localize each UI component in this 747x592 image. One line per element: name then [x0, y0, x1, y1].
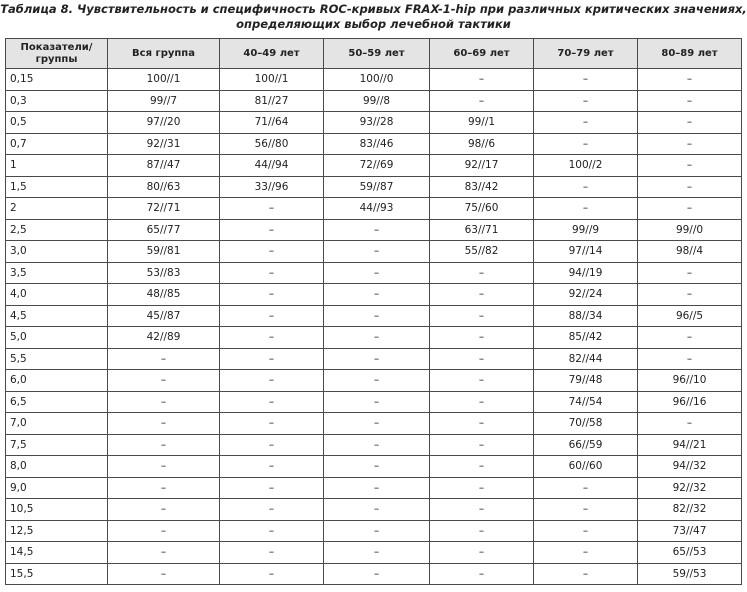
table-row [6, 434, 742, 456]
table-cell: – [108, 520, 220, 542]
table-cell: – [220, 520, 324, 542]
table-cell: 100//1 [220, 69, 324, 91]
table-cell: 80//63 [108, 176, 220, 198]
table-cell: – [430, 305, 534, 327]
table-row [6, 198, 742, 220]
table-cell: – [638, 90, 742, 112]
table-cell: 96//10 [638, 370, 742, 392]
table-cell: – [534, 542, 638, 564]
table-cell: – [534, 499, 638, 521]
table-cell: 65//77 [108, 219, 220, 241]
table-cell: – [324, 456, 430, 478]
table-cell: 59//81 [108, 241, 220, 263]
table-cell: – [430, 348, 534, 370]
table-cell: – [324, 520, 430, 542]
column-header: Вся группа [108, 39, 220, 69]
table-cell: – [108, 477, 220, 499]
table-cell: 81//27 [220, 90, 324, 112]
table-cell: 97//14 [534, 241, 638, 263]
table-cell: 45//87 [108, 305, 220, 327]
table-cell: – [324, 284, 430, 306]
row-label-cell: 7,5 [6, 434, 108, 456]
row-label-cell: 3,0 [6, 241, 108, 263]
row-label-cell: 1,5 [6, 176, 108, 198]
table-cell: 96//16 [638, 391, 742, 413]
table-cell: – [430, 413, 534, 435]
table-cell: 87//47 [108, 155, 220, 177]
table-cell: – [638, 348, 742, 370]
column-header: 40–49 лет [220, 39, 324, 69]
table-row [6, 542, 742, 564]
table-cell: 99//7 [108, 90, 220, 112]
table-row [6, 284, 742, 306]
table-cell: – [324, 219, 430, 241]
table-cell: 33//96 [220, 176, 324, 198]
row-label-cell: 2 [6, 198, 108, 220]
table-row [6, 219, 742, 241]
table-cell: 92//17 [430, 155, 534, 177]
row-label-cell: 15,5 [6, 563, 108, 585]
table-cell: – [430, 542, 534, 564]
table-cell: 44//94 [220, 155, 324, 177]
table-cell: – [108, 499, 220, 521]
table-cell: – [534, 133, 638, 155]
table-cell: 65//53 [638, 542, 742, 564]
table-row [6, 456, 742, 478]
table-cell: – [534, 198, 638, 220]
table-cell: – [430, 69, 534, 91]
row-label-cell: 4,5 [6, 305, 108, 327]
row-label-cell: 10,5 [6, 499, 108, 521]
table-cell: 94//32 [638, 456, 742, 478]
row-label-cell: 9,0 [6, 477, 108, 499]
table-cell: – [430, 477, 534, 499]
table-cell: 44//93 [324, 198, 430, 220]
table-cell: 85//42 [534, 327, 638, 349]
table-cell: – [638, 69, 742, 91]
caption-line-1: Таблица 8. Чувствительность и специфичность ROC-кривых FRAX-1-hip при различных критических значениях, [0, 2, 747, 16]
table-cell: 42//89 [108, 327, 220, 349]
table-row [6, 241, 742, 263]
table-cell: – [324, 542, 430, 564]
table-cell: – [638, 155, 742, 177]
table-cell: 82//32 [638, 499, 742, 521]
table-cell: – [430, 456, 534, 478]
table-cell: – [220, 198, 324, 220]
row-label-cell: 14,5 [6, 542, 108, 564]
table-cell: – [430, 434, 534, 456]
table-row [6, 176, 742, 198]
table-cell: – [220, 348, 324, 370]
table-cell: – [220, 241, 324, 263]
table-cell: – [220, 391, 324, 413]
table-row [6, 133, 742, 155]
table-header-row [6, 39, 742, 69]
table-cell: – [220, 477, 324, 499]
table-cell: – [324, 434, 430, 456]
table-cell: 96//5 [638, 305, 742, 327]
column-header: 80–89 лет [638, 39, 742, 69]
table-cell: – [108, 563, 220, 585]
table-cell: – [220, 542, 324, 564]
table-cell: – [430, 262, 534, 284]
row-label-cell: 0,3 [6, 90, 108, 112]
table-cell: – [534, 112, 638, 134]
table-cell: – [638, 262, 742, 284]
table-cell: 99//0 [638, 219, 742, 241]
table-cell: – [108, 434, 220, 456]
table-cell: – [430, 327, 534, 349]
table-cell: – [108, 542, 220, 564]
table-cell: – [638, 176, 742, 198]
table-cell: 66//59 [534, 434, 638, 456]
table-cell: 73//47 [638, 520, 742, 542]
sensitivity-specificity-table [5, 38, 742, 585]
table-cell: – [430, 370, 534, 392]
table-cell: 83//46 [324, 133, 430, 155]
column-header: 50–59 лет [324, 39, 430, 69]
table-cell: – [324, 391, 430, 413]
table-cell: – [638, 413, 742, 435]
table-body [6, 69, 742, 585]
table-cell: 100//1 [108, 69, 220, 91]
table-cell: – [108, 456, 220, 478]
table-cell: – [534, 520, 638, 542]
table-row [6, 348, 742, 370]
table-cell: 98//4 [638, 241, 742, 263]
table-cell: 99//1 [430, 112, 534, 134]
table-cell: – [220, 370, 324, 392]
table-cell: – [220, 219, 324, 241]
table-cell: 94//19 [534, 262, 638, 284]
table-cell: – [324, 305, 430, 327]
table-caption [0, 2, 747, 32]
table-row [6, 327, 742, 349]
table-cell: 56//80 [220, 133, 324, 155]
table-cell: – [108, 348, 220, 370]
table-cell: 88//34 [534, 305, 638, 327]
column-header: Показатели/ группы [6, 39, 108, 69]
table-row [6, 391, 742, 413]
table-cell: – [324, 327, 430, 349]
table-row [6, 69, 742, 91]
table-cell: – [220, 284, 324, 306]
table-row [6, 477, 742, 499]
table-cell: – [638, 198, 742, 220]
table-cell: 55//82 [430, 241, 534, 263]
row-label-cell: 0,7 [6, 133, 108, 155]
table-cell: – [324, 499, 430, 521]
table-cell: – [534, 563, 638, 585]
table-cell: 92//31 [108, 133, 220, 155]
table-cell: – [534, 69, 638, 91]
row-label-cell: 8,0 [6, 456, 108, 478]
table-cell: 79//48 [534, 370, 638, 392]
table-row [6, 262, 742, 284]
caption-line-2: определяющих выбор лечебной тактики [236, 17, 511, 31]
table-cell: 75//60 [430, 198, 534, 220]
table-cell: 99//9 [534, 219, 638, 241]
table-cell: – [108, 391, 220, 413]
table-cell: – [638, 133, 742, 155]
table-cell: – [534, 477, 638, 499]
table-cell: 48//85 [108, 284, 220, 306]
table-cell: – [430, 563, 534, 585]
table-cell: – [324, 241, 430, 263]
table-cell: 100//0 [324, 69, 430, 91]
table-cell: – [220, 563, 324, 585]
row-label-cell: 4,0 [6, 284, 108, 306]
row-label-cell: 2,5 [6, 219, 108, 241]
table-cell: – [108, 370, 220, 392]
column-header: 60–69 лет [430, 39, 534, 69]
table-cell: – [220, 262, 324, 284]
table-cell: – [430, 520, 534, 542]
table-cell: – [638, 112, 742, 134]
table-cell: – [638, 327, 742, 349]
table-cell: 59//87 [324, 176, 430, 198]
table-cell: 83//42 [430, 176, 534, 198]
table-row [6, 499, 742, 521]
table-cell: 92//24 [534, 284, 638, 306]
table-cell: – [220, 413, 324, 435]
row-label-cell: 12,5 [6, 520, 108, 542]
table-cell: – [534, 176, 638, 198]
column-header: 70–79 лет [534, 39, 638, 69]
table-cell: 72//71 [108, 198, 220, 220]
table-row [6, 305, 742, 327]
table-cell: 71//64 [220, 112, 324, 134]
table-cell: – [220, 456, 324, 478]
row-label-cell: 6,5 [6, 391, 108, 413]
row-label-cell: 3,5 [6, 262, 108, 284]
row-label-cell: 0,15 [6, 69, 108, 91]
table-cell: – [220, 305, 324, 327]
table-cell: 72//69 [324, 155, 430, 177]
table-row [6, 370, 742, 392]
table-cell: 98//6 [430, 133, 534, 155]
table-cell: 63//71 [430, 219, 534, 241]
table-cell: – [638, 284, 742, 306]
table-row [6, 563, 742, 585]
table-cell: 74//54 [534, 391, 638, 413]
row-label-cell: 6,0 [6, 370, 108, 392]
table-cell: – [324, 413, 430, 435]
table-cell: – [324, 370, 430, 392]
table-cell: – [534, 90, 638, 112]
table-cell: – [430, 90, 534, 112]
table-cell: – [324, 563, 430, 585]
table-cell: 99//8 [324, 90, 430, 112]
table-cell: 53//83 [108, 262, 220, 284]
table-row [6, 520, 742, 542]
table-cell: – [220, 434, 324, 456]
table-cell: 100//2 [534, 155, 638, 177]
table-cell: – [430, 499, 534, 521]
row-label-cell: 7,0 [6, 413, 108, 435]
table-row [6, 112, 742, 134]
table-cell: 93//28 [324, 112, 430, 134]
row-label-cell: 5,5 [6, 348, 108, 370]
table-cell: – [430, 284, 534, 306]
table-row [6, 413, 742, 435]
row-label-cell: 0,5 [6, 112, 108, 134]
table-cell: – [220, 499, 324, 521]
table-cell: – [324, 262, 430, 284]
table-cell: 60//60 [534, 456, 638, 478]
row-label-cell: 5,0 [6, 327, 108, 349]
table-cell: 59//53 [638, 563, 742, 585]
table-cell: – [430, 391, 534, 413]
table-cell: – [324, 477, 430, 499]
table-row [6, 90, 742, 112]
table-cell: 94//21 [638, 434, 742, 456]
table-row [6, 155, 742, 177]
table-cell: 97//20 [108, 112, 220, 134]
table-cell: – [324, 348, 430, 370]
table-cell: 82//44 [534, 348, 638, 370]
row-label-cell: 1 [6, 155, 108, 177]
table-cell: 70//58 [534, 413, 638, 435]
table-cell: – [220, 327, 324, 349]
table-cell: – [108, 413, 220, 435]
table-cell: 92//32 [638, 477, 742, 499]
